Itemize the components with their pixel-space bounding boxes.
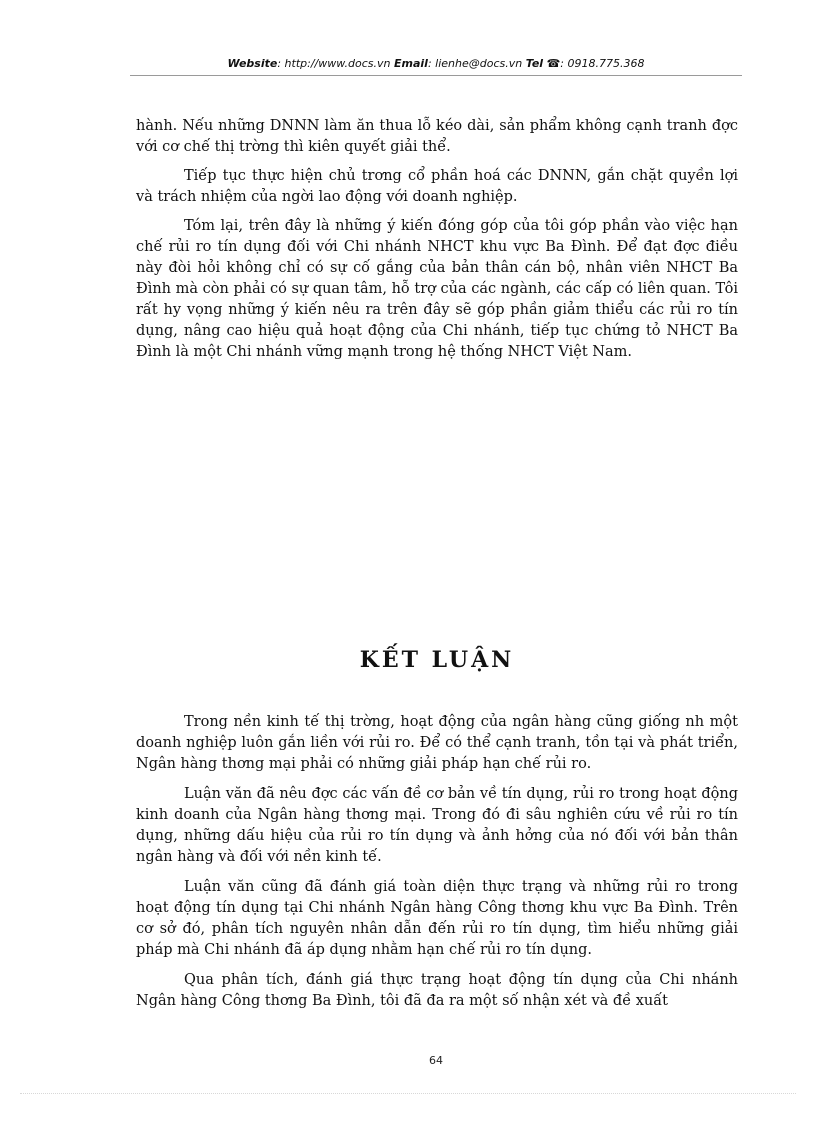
header-divider bbox=[130, 75, 742, 76]
conclusion-paragraph-3: Luận văn cũng đã đánh giá toàn diện thực trạng và những rủi ro trong hoạt động tín dụng tại Chi nhánh Ngân hàng Công thơng khu vực Ba Đình. Trên cơ sở đó, phân tích nguyên nhân dẫn đến rủi ro tín dụng, tìm hiểu những giải pháp mà Chi nhánh đã áp dụng nhằm hạn chế rủi ro tín dụng. bbox=[136, 879, 738, 958]
tel-label: Tel bbox=[525, 57, 544, 70]
conclusion-paragraph-4: Qua phân tích, đánh giá thực trạng hoạt động tín dụng của Chi nhánh Ngân hàng Công thơng Ba Đình, tôi đã đa ra một số nhận xét và đề xuất bbox=[136, 972, 738, 1009]
conclusion-paragraph-2: Luận văn đã nêu đợc các vấn đề cơ bản về tín dụng, rủi ro trong hoạt động kinh doanh của Ngân hàng thơng mại. Trong đó đi sâu nghiên cứu về rủi ro tín dụng, những dấu hiệu của rủi ro tín dụng và ảnh hởng của nó đối với bản thân ngân hàng và đối với nền kinh tế. bbox=[136, 786, 738, 865]
bottom-divider bbox=[20, 1093, 796, 1094]
conclusion-paragraph-1: Trong nền kinh tế thị trờng, hoạt động của ngân hàng cũng giống nh một doanh nghiệp luôn gắn liền với rủi ro. Để có thể cạnh tranh, tồn tại và phát triển, Ngân hàng thơng mại phải có những giải pháp hạn chế rủi ro. bbox=[136, 714, 738, 772]
email-value: : lienhe@docs.vn bbox=[427, 57, 523, 70]
body-paragraph-3: Tóm lại, trên đây là những ý kiến đóng góp của tôi góp phần vào việc hạn chế rủi ro tín dụng đối với Chi nhánh NHCT khu vực Ba Đình. Để đạt đợc điều này đòi hỏi không chỉ có sự cố gắng của bản thân cán bộ, nhân viên NHCT Ba Đình mà còn phải có sự quan tâm, hỗ trợ của các ngành, các cấp có liên quan. Tôi rất hy vọng những ý kiến nêu ra trên đây sẽ góp phần giảm thiểu các rủi ro tín dụng, nâng cao hiệu quả hoạt động của Chi nhánh, tiếp tục chứng tỏ NHCT Ba Đình là một Chi nhánh vững mạnh trong hệ thống NHCT Việt Nam. bbox=[136, 218, 738, 360]
tel-value: : 0918.775.368 bbox=[560, 57, 645, 70]
website-label: Website bbox=[227, 57, 278, 70]
email-label: Email bbox=[394, 57, 428, 70]
phone-icon: ☎ bbox=[546, 57, 561, 70]
body-paragraph-2: Tiếp tục thực hiện chủ trơng cổ phần hoá các DNNN, gắn chặt quyền lợi và trách nhiệm của ngời lao động với doanh nghiệp. bbox=[136, 168, 738, 205]
page-number: 64 bbox=[429, 1054, 443, 1067]
website-value: : http://www.docs.vn bbox=[277, 57, 391, 70]
body-paragraph-1: hành. Nếu những DNNN làm ăn thua lỗ kéo dài, sản phẩm không cạnh tranh đợc với cơ chế thị trờng thì kiên quyết giải thể. bbox=[136, 118, 738, 155]
page-header bbox=[130, 57, 742, 70]
conclusion-title: KẾT LUẬN bbox=[359, 647, 515, 673]
